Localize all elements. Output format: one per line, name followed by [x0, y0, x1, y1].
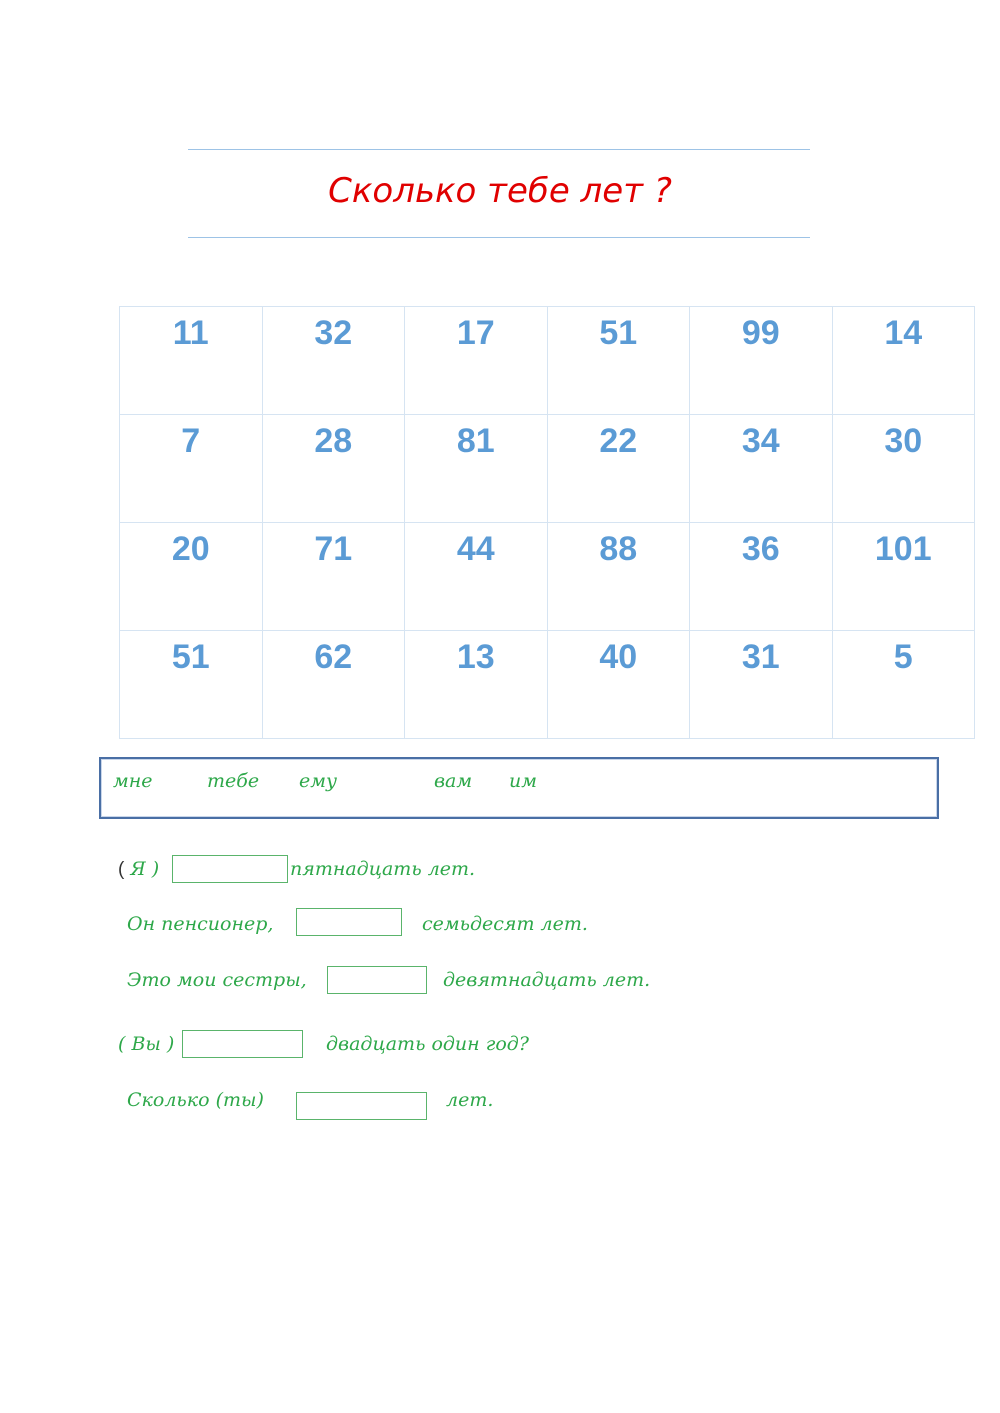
number-cell[interactable]: 14: [832, 307, 975, 415]
number-cell[interactable]: 20: [120, 523, 263, 631]
title-rule-top: [188, 149, 810, 150]
number-cell[interactable]: 36: [690, 523, 833, 631]
exercise-2-prefix: Он пенсионер,: [127, 913, 274, 935]
exercise-2-suffix: семьдесят лет.: [422, 913, 588, 935]
exercise-4-prefix: ( Вы ): [118, 1033, 175, 1055]
number-cell[interactable]: 101: [832, 523, 975, 631]
number-cell[interactable]: 88: [547, 523, 690, 631]
exercise-1-paren: (: [118, 859, 125, 880]
number-row: [120, 307, 975, 415]
number-cell[interactable]: 5: [832, 631, 975, 739]
exercise-1-prefix: [118, 855, 159, 884]
word-bank-item[interactable]: вам: [434, 770, 473, 792]
number-cell[interactable]: 40: [547, 631, 690, 739]
exercise-3-answer-field[interactable]: [327, 966, 427, 994]
number-row: [120, 631, 975, 739]
word-bank: [99, 757, 939, 819]
exercise-4-suffix: двадцать один год?: [326, 1033, 529, 1055]
number-cell[interactable]: 51: [547, 307, 690, 415]
page-title: Сколько тебе лет ?: [328, 171, 672, 211]
number-cell[interactable]: 51: [120, 631, 263, 739]
number-cell[interactable]: 13: [405, 631, 548, 739]
number-cell[interactable]: 34: [690, 415, 833, 523]
number-cell[interactable]: 62: [262, 631, 405, 739]
number-cell[interactable]: 7: [120, 415, 263, 523]
number-cell[interactable]: 44: [405, 523, 548, 631]
word-bank-item[interactable]: мне: [113, 770, 153, 792]
exercise-1-suffix: пятнадцать лет.: [290, 858, 476, 880]
exercise-5-suffix: лет.: [446, 1089, 494, 1111]
number-cell[interactable]: 32: [262, 307, 405, 415]
exercise-1-subject: Я ): [130, 858, 160, 880]
word-bank-item[interactable]: тебе: [207, 770, 260, 792]
number-cell[interactable]: 99: [690, 307, 833, 415]
exercise-3-suffix: девятнадцать лет.: [443, 969, 651, 991]
number-cell[interactable]: 30: [832, 415, 975, 523]
number-cell[interactable]: 11: [120, 307, 263, 415]
exercise-4-answer-field[interactable]: [182, 1030, 303, 1058]
number-cell[interactable]: 71: [262, 523, 405, 631]
exercise-5-prefix: Сколько (ты): [127, 1089, 264, 1111]
number-cell[interactable]: 22: [547, 415, 690, 523]
number-row: [120, 415, 975, 523]
number-cell[interactable]: 31: [690, 631, 833, 739]
exercise-5-answer-field[interactable]: [296, 1092, 427, 1120]
title-rule-bottom: [188, 237, 810, 238]
exercise-2-answer-field[interactable]: [296, 908, 402, 936]
number-cell[interactable]: 81: [405, 415, 548, 523]
number-cell[interactable]: 17: [405, 307, 548, 415]
number-grid: [119, 306, 975, 739]
word-bank-item[interactable]: ему: [299, 770, 338, 792]
exercise-1-answer-field[interactable]: [172, 855, 288, 883]
exercise-3-prefix: Это мои сестры,: [127, 969, 307, 991]
word-bank-item[interactable]: им: [509, 770, 537, 792]
number-cell[interactable]: 28: [262, 415, 405, 523]
number-row: [120, 523, 975, 631]
